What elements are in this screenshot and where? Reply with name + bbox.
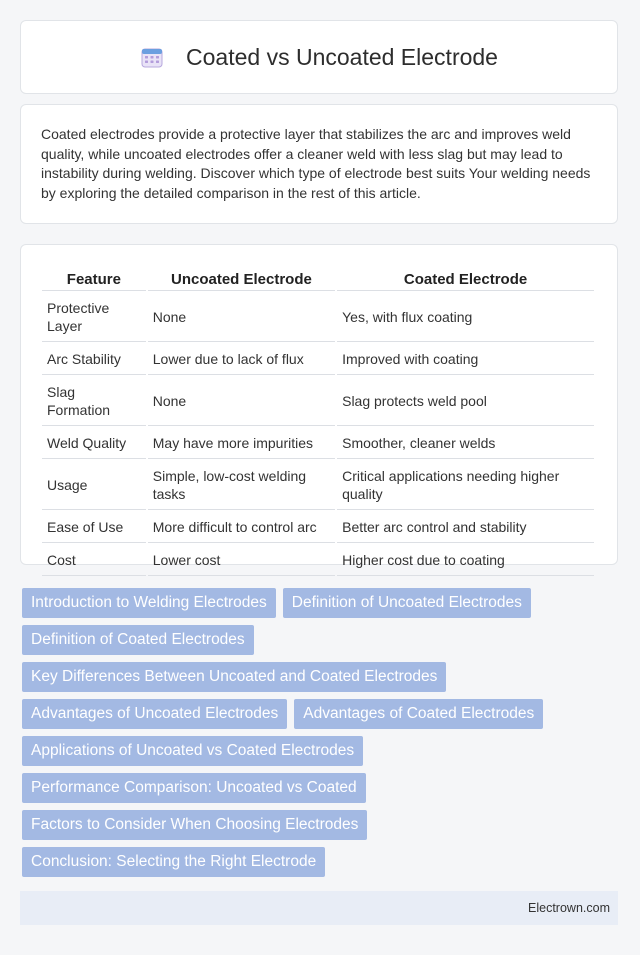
tag-link[interactable]: Conclusion: Selecting the Right Electrode: [22, 847, 325, 877]
calendar-icon: [140, 45, 164, 69]
table-cell: Higher cost due to coating: [337, 545, 594, 576]
page-title: Coated vs Uncoated Electrode: [186, 43, 498, 70]
table-row: [42, 545, 594, 576]
table-row: [42, 377, 594, 426]
table-cell: Yes, with flux coating: [337, 293, 594, 342]
column-header-feature: Feature: [42, 267, 146, 291]
tag-row: [22, 625, 622, 655]
tag-link[interactable]: Definition of Uncoated Electrodes: [283, 588, 531, 618]
table-cell: Protective Layer: [42, 293, 146, 342]
tag-link[interactable]: Performance Comparison: Uncoated vs Coated: [22, 773, 366, 803]
table-header-row: [42, 267, 594, 291]
tag-link[interactable]: Advantages of Coated Electrodes: [294, 699, 543, 729]
table-row: [42, 428, 594, 459]
table-cell: Usage: [42, 461, 146, 510]
table-row: [42, 293, 594, 342]
intro-card: [20, 104, 618, 224]
table-cell: Weld Quality: [42, 428, 146, 459]
tag-row: [22, 588, 622, 618]
comparison-table-card: [20, 244, 618, 568]
table-row: [42, 512, 594, 543]
table-cell: Improved with coating: [337, 344, 594, 375]
table-cell: Critical applications needing higher quality: [337, 461, 594, 510]
table-cell: Slag Formation: [42, 377, 146, 426]
table-cell: More difficult to control arc: [148, 512, 335, 543]
table-cell: None: [148, 293, 335, 342]
tag-link[interactable]: Key Differences Between Uncoated and Coated Electrodes: [22, 662, 446, 692]
tag-link[interactable]: Definition of Coated Electrodes: [22, 625, 254, 655]
column-header-coated: Coated Electrode: [337, 267, 594, 291]
tag-link[interactable]: Advantages of Uncoated Electrodes: [22, 699, 287, 729]
table-cell: Lower due to lack of flux: [148, 344, 335, 375]
table-cell: None: [148, 377, 335, 426]
table-cell: Ease of Use: [42, 512, 146, 543]
table-cell: Smoother, cleaner welds: [337, 428, 594, 459]
table-cell: Slag protects weld pool: [337, 377, 594, 426]
comparison-table: [40, 265, 596, 578]
footer: [20, 891, 618, 925]
related-topics: [22, 588, 622, 884]
table-cell: May have more impurities: [148, 428, 335, 459]
title-card: [20, 20, 618, 94]
table-cell: Cost: [42, 545, 146, 576]
tag-link[interactable]: Applications of Uncoated vs Coated Electrodes: [22, 736, 363, 766]
column-header-uncoated: Uncoated Electrode: [148, 267, 335, 291]
intro-text: Coated electrodes provide a protective layer that stabilizes the arc and improves weld quality, while uncoated electrodes offer a cleaner weld with less slag but may lead to instability during welding. Discover which type of electrode best suits Your welding needs by exploring the detailed comparison in the rest of this article.: [41, 126, 591, 201]
tag-row: [22, 699, 622, 729]
tag-row: [22, 736, 622, 766]
table-cell: Arc Stability: [42, 344, 146, 375]
tag-row: [22, 847, 622, 877]
table-cell: Lower cost: [148, 545, 335, 576]
tag-row: [22, 773, 622, 803]
table-cell: Simple, low-cost welding tasks: [148, 461, 335, 510]
tag-link[interactable]: Introduction to Welding Electrodes: [22, 588, 276, 618]
table-cell: Better arc control and stability: [337, 512, 594, 543]
table-row: [42, 344, 594, 375]
tag-row: [22, 810, 622, 840]
table-row: [42, 461, 594, 510]
tag-link[interactable]: Factors to Consider When Choosing Electrodes: [22, 810, 367, 840]
footer-site-name: Electrown.com: [528, 901, 610, 915]
tag-row: [22, 662, 622, 692]
